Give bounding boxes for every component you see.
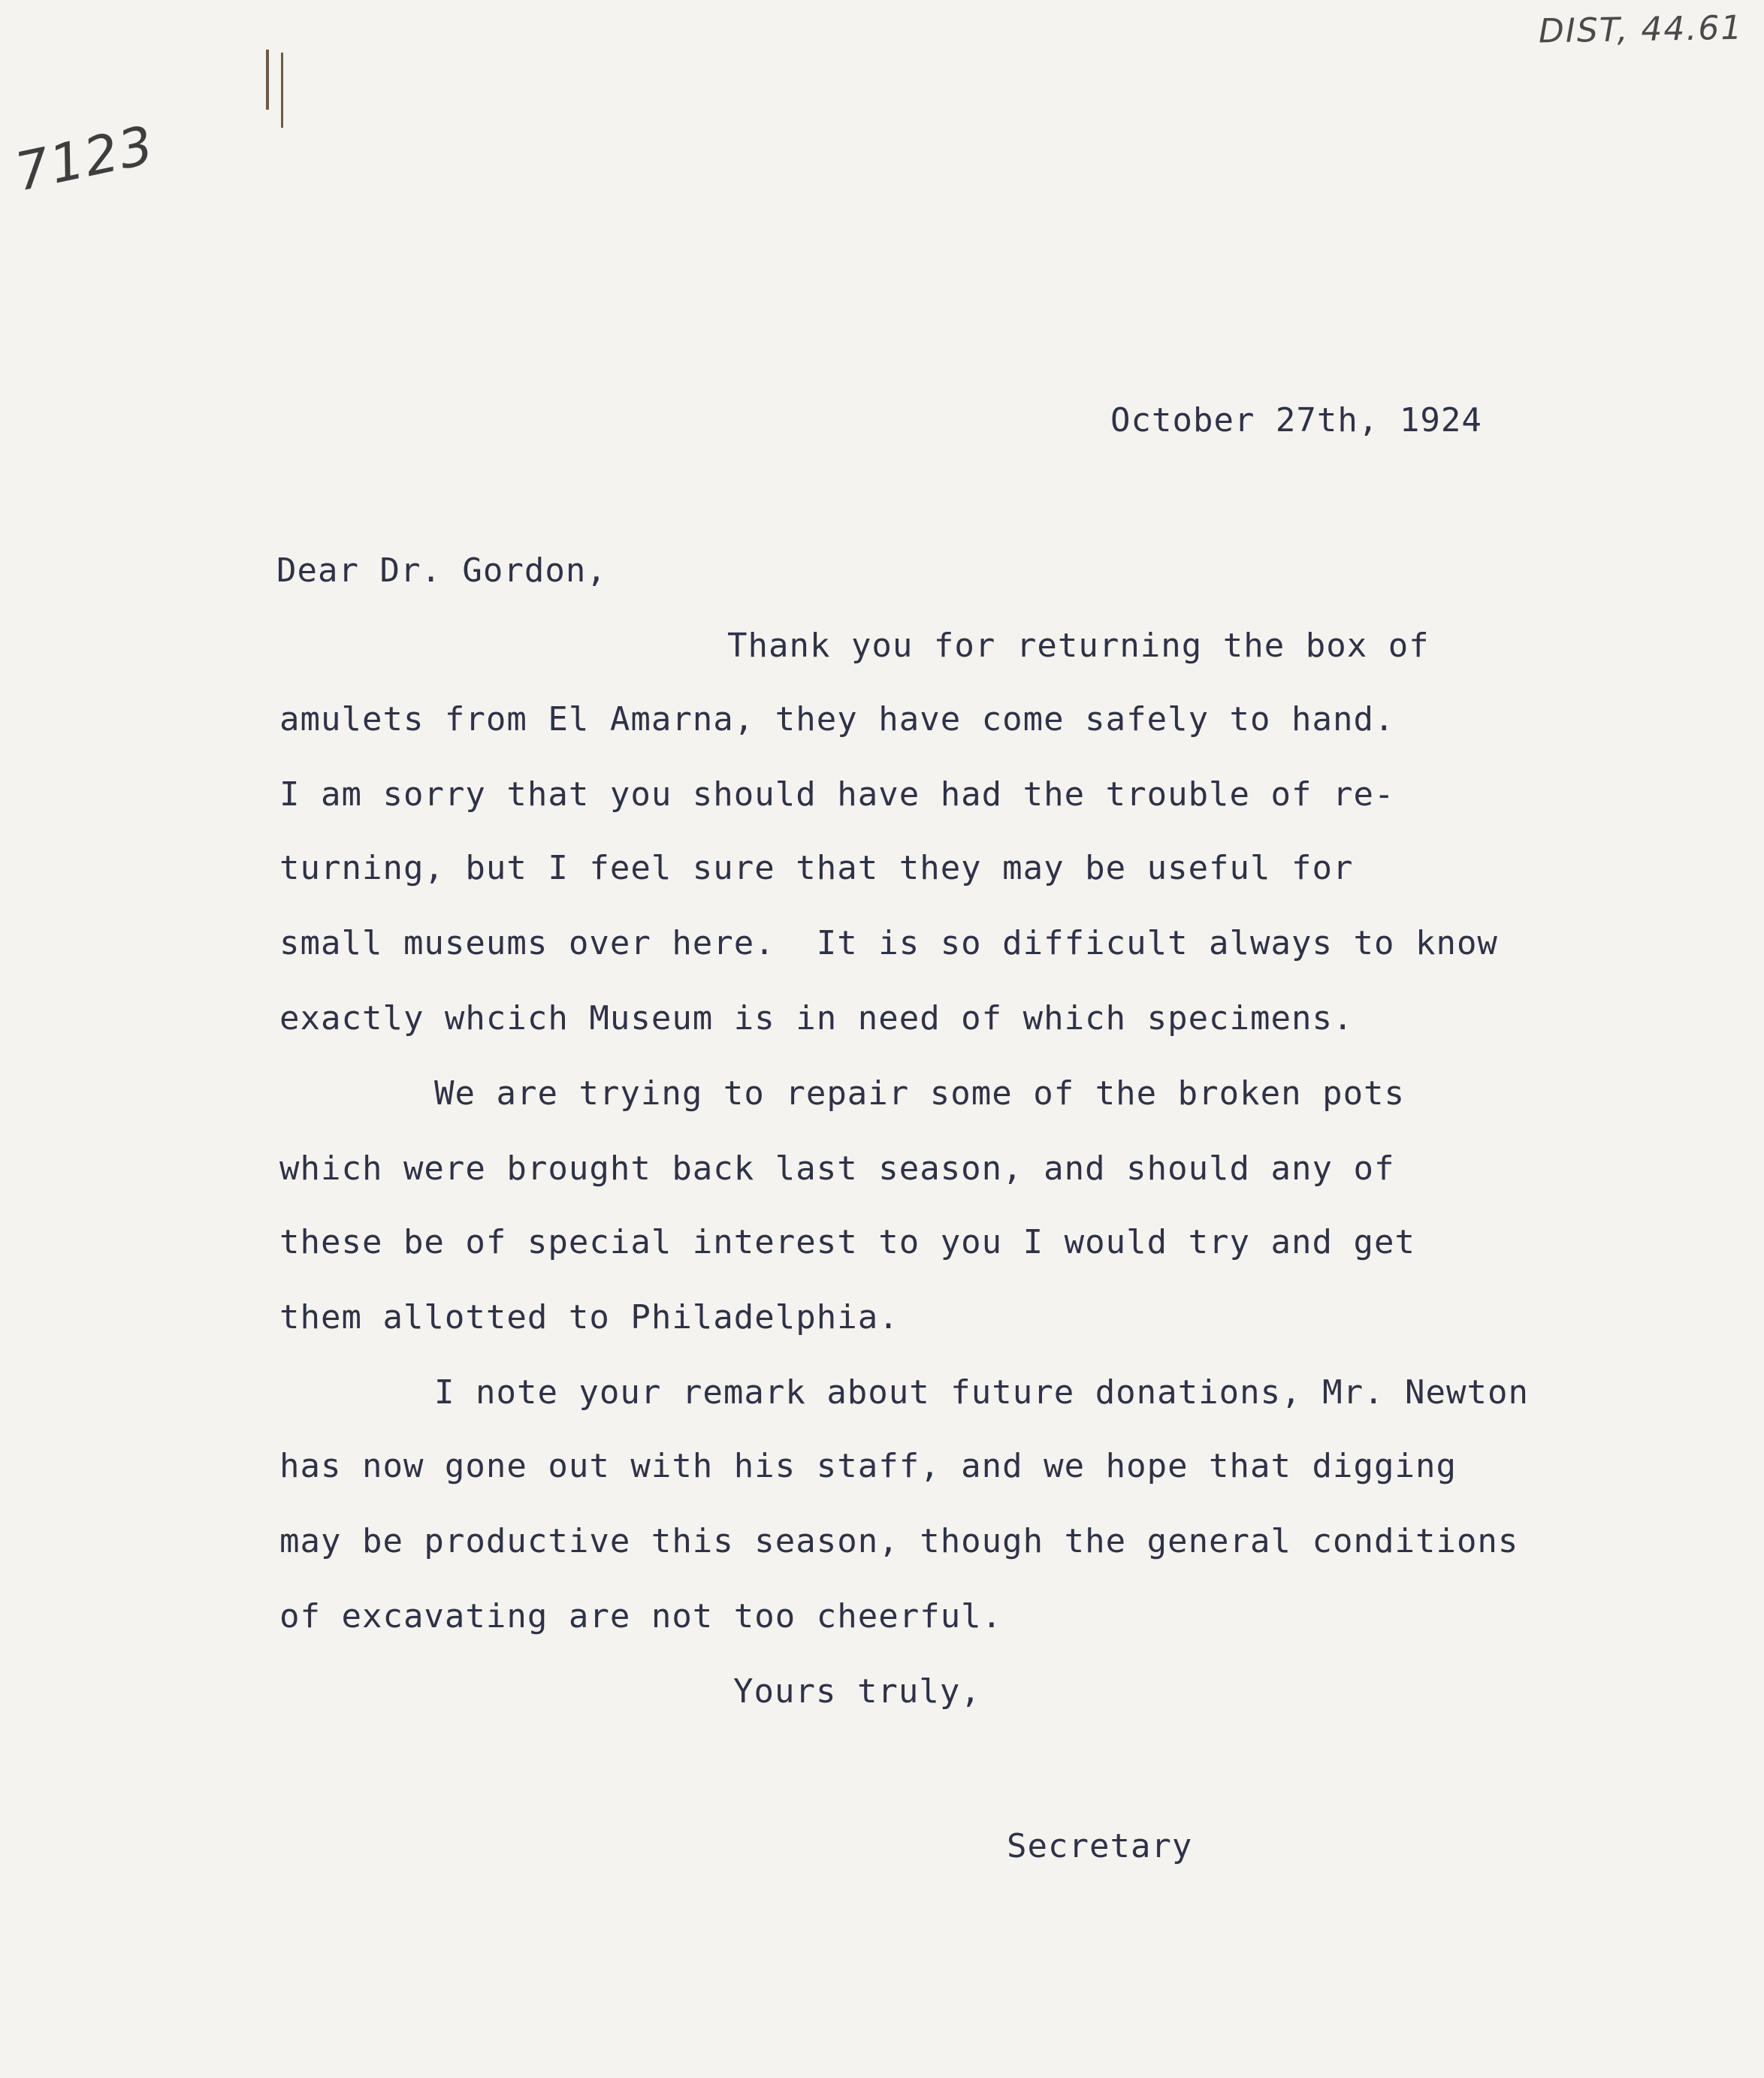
staple-mark-1 [266, 50, 269, 110]
accession-number-annotation: 7123 [10, 113, 160, 204]
letter-date: October 27th, 1924 [1110, 401, 1482, 439]
letter-line: has now gone out with his staff, and we hope that digging [279, 1447, 1457, 1485]
letter-line: small museums over here. It is so difficult always to know [279, 924, 1498, 962]
letter-line: Thank you for returning the box of [727, 627, 1430, 665]
letter-line: I note your remark about future donations, Mr. Newton [434, 1373, 1529, 1412]
signature-title: Secretary [1007, 1827, 1193, 1865]
archive-number-annotation: DIST, 44.61 [1538, 8, 1744, 51]
letter-line: of excavating are not too cheerful. [279, 1597, 1003, 1636]
letter-closing: Yours truly, [733, 1672, 981, 1711]
letter-line: may be productive this season, though the general conditions [279, 1522, 1519, 1560]
letter-salutation: Dear Dr. Gordon, [276, 551, 607, 590]
letter-line: turning, but I feel sure that they may be useful for [279, 849, 1354, 887]
letter-line: these be of special interest to you I would try and get [279, 1223, 1415, 1261]
letter-line: exactly whcich Museum is in need of which specimens. [279, 999, 1354, 1037]
staple-mark-2 [281, 53, 283, 128]
letter-line: them allotted to Philadelphia. [279, 1298, 899, 1337]
letter-line: amulets from El Amarna, they have come safely to hand. [279, 700, 1395, 738]
letter-line: We are trying to repair some of the broken pots [434, 1074, 1406, 1113]
letter-line: I am sorry that you should have had the trouble of re- [279, 775, 1395, 814]
letter-line: which were brought back last season, and should any of [279, 1149, 1395, 1188]
